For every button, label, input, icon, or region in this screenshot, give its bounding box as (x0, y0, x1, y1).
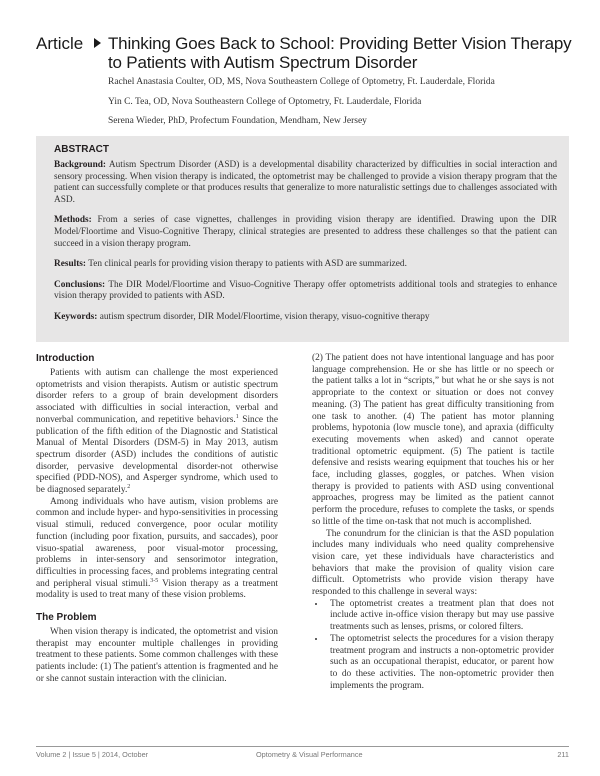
citation-ref: 3-5 (150, 577, 159, 584)
right-paragraph-1: (2) The patient does not have intentional language and has poor language comprehension. He or she has little or no speech or the patient talks a lot in “scripts,” but what he or she says is not appropriate to the context or situation or does not convey meaning. (3) The patient has great difficulty transitioning from one task to another. (4) The patient has motor planning problems, hypotonia (low muscle tone), and apraxia (difficulty executing movements when asked) and cannot operate traditional optometric equipment. (5) The patient is tactile defensive and resists wearing equipment that touches his or her face, including glasses, goggles, or patches. When vision therapy is provided to patients with ASD using conventional approaches, progress may be limited as the patient cannot perform the procedure, refuses to complete the tasks, or spends so little of the time on-task that not much is accomplished. (312, 353, 554, 527)
article-type-label: Article (36, 34, 84, 53)
results-label: Results: (54, 259, 87, 270)
author-line: Serena Wieder, PhD, Profectum Foundation, Mendham, New Jersey (108, 116, 367, 126)
response-list (312, 599, 554, 693)
intro-p1b-text: Since the publication of the fifth edition of the Diagnostic and Statistical Manual of Mental Disorders (DSM-5) in May 2013, autism spectrum disorder (ASD) includes the conditions of autistic disorder, pervasive developmental disorder-not otherwise specified (PDD-NOS), and Asperger syndrome, which used to be diagnosed separately. (36, 414, 278, 496)
left-column (36, 353, 278, 686)
footer-journal-name: Optometry & Visual Performance (256, 750, 363, 759)
methods-label: Methods: (54, 215, 92, 226)
footer-issue-info: Volume 2 | Issue 5 | 2014, October (36, 750, 149, 759)
list-item: • The optometrist creates a treatment plan that does not include active in-office vision therapy but may use passive treatments such as lenses, prisms, or colored filters. (326, 599, 554, 634)
intro-p1-text: Patients with autism can challenge the most experienced optometrists and vision therapists. Autism or autistic spectrum disorder refers to a group of brain development disorders associated with difficulties in social interaction, verbal and nonverbal communication, and repetitive behaviors. (36, 368, 278, 425)
abstract-heading: ABSTRACT (54, 144, 109, 155)
introduction-heading: Introduction (36, 353, 95, 364)
results-text: Ten clinical pearls for providing vision therapy to patients with ASD are summarized. (88, 259, 407, 270)
intro-paragraph-2 (36, 497, 278, 602)
footer-page-number: 211 (557, 750, 569, 759)
author-list (108, 73, 568, 132)
background-text: Autism Spectrum Disorder (ASD) is a developmental disability characterized by difficulties in social interaction and sensory processing. When vision therapy is indicated, the optometrist may be challenged to provide a vision therapy program that the patient can successfully complete or that produces results that generalize to more naturalistic settings due to challenges associated with ASD. (54, 160, 557, 205)
methods-text: From a series of case vignettes, challenges in providing vision therapy are identified. Drawing upon the DIR Model/Floortime and Visuo-Cognitive Therapy, clinical strategies are presented to address these challenges so that the patient can succeed in a vision therapy program. (54, 215, 557, 249)
problem-heading: The Problem (36, 612, 97, 624)
conclusions-label: Conclusions: (54, 279, 106, 290)
article-title: Thinking Goes Back to School: Providing Better Vision Therapy to Patients with Autism Spectrum Disorder (108, 34, 572, 72)
triangle-arrow-icon (94, 38, 101, 48)
citation-ref: 2 (127, 483, 131, 490)
right-column (312, 353, 554, 692)
abstract-background (54, 160, 557, 206)
abstract-methods (54, 215, 557, 250)
abstract-box (36, 136, 569, 342)
intro-p2-text: Among individuals who have autism, vision problems are common and include hyper- and hypo-sensitivities in processing visual stimuli, reduced convergence, poor ocular motility function (including poor fixation, pursuits, and saccades), poor visuo-spatial awareness, poor visual-motor processing, problems in inter-sensory and sensorimotor integration, difficulties in processing faces, and problems integrating central and peripheral visual stimuli. (36, 496, 278, 589)
keywords-label: Keywords: (54, 311, 98, 322)
citation-ref: 1 (235, 413, 239, 420)
list-item: • The optometrist selects the procedures for a vision therapy treatment program and instructs a non-optometric provider such as an occupational therapist, educator, or parent how to do these activities. The non-optometric provider then implements the program. (326, 634, 554, 693)
author-line: Rachel Anastasia Coulter, OD, MS, Nova Southeastern College of Optometry, Ft. Lauderdale, Florida (108, 77, 495, 87)
abstract-results (54, 259, 557, 271)
right-paragraph-2: The conundrum for the clinician is that the ASD population includes many individuals who need quality comprehensive vision care, yet these individuals have characteristics and behaviors that make the provision of quality vision care difficult. Optometrists who provide vision therapy have responded to this challenge in several ways: (312, 528, 554, 598)
abstract-keywords (54, 312, 557, 324)
page-footer (36, 746, 569, 759)
conclusions-text: The DIR Model/Floortime and Visuo-Cognitive Therapy offer optometrists additional tools and strategies to enhance vision therapy provided to patients with ASD. (54, 279, 557, 302)
problem-paragraph-1: When vision therapy is indicated, the optometrist and vision therapist may encounter multiple challenges in providing treatment to these patients. Some common challenges with these patients include: (1) The patient's attention is fragmented and he or she cannot sustain interaction with the clinician. (36, 627, 278, 684)
intro-p2b-text: Vision therapy as a treatment modality is used to treat many of these vision problems. (36, 578, 278, 601)
background-label: Background: (54, 160, 107, 170)
abstract-body (54, 160, 557, 333)
keywords-text: autism spectrum disorder, DIR Model/Floortime, vision therapy, visuo-cognitive therapy (99, 311, 430, 322)
intro-paragraph-1 (36, 368, 278, 497)
author-line: Yin C. Tea, OD, Nova Southeastern College of Optometry, Ft. Lauderdale, Florida (108, 96, 422, 107)
abstract-conclusions (54, 280, 557, 303)
